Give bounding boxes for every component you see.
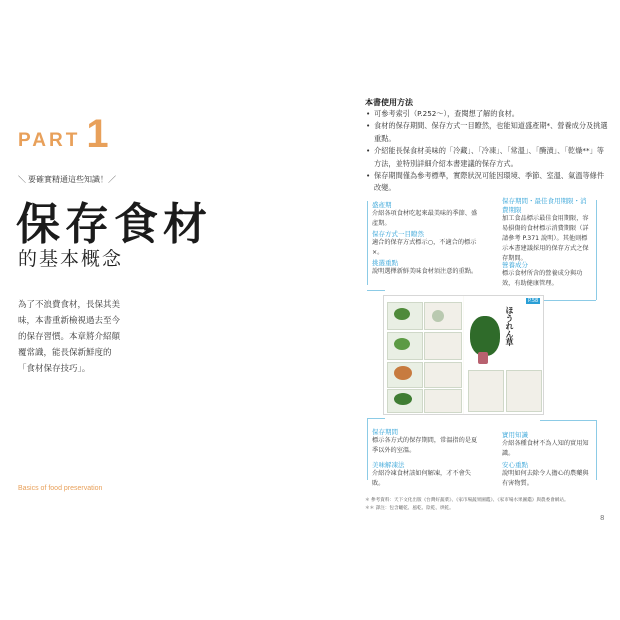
callout-desc: 標示各方式的保存期間，常溫指的是夏季以外的室溫。	[372, 437, 478, 454]
sample-right-page	[464, 296, 543, 414]
callout-label: 安心重點	[502, 461, 528, 469]
tagline-text: 要確實精通這些知識！	[28, 175, 108, 184]
callout-thaw	[372, 460, 482, 489]
footnotes	[365, 497, 569, 513]
callout-label: 營養成分	[502, 261, 528, 269]
intro-line: 「食材保存技巧」。	[18, 364, 91, 374]
howto-bullet: • 可參考索引（P.252～），查閱想了解的食材。	[366, 108, 611, 120]
intro-text	[18, 297, 168, 377]
callout-peak	[372, 200, 482, 229]
intro-line: 味，本書重新檢視過去至今	[18, 316, 121, 326]
callout-select	[372, 258, 482, 277]
callout-safety	[502, 460, 592, 489]
sample-left-page	[384, 296, 463, 414]
callout-label: 保存期間	[372, 428, 398, 436]
callout-desc: 說明選擇新鮮美味食材須注意的重點。	[372, 268, 478, 275]
callout-desc: 介紹冷凍食材該如何解凍，才不會失敗。	[372, 470, 471, 487]
slash-icon: ＼	[18, 175, 26, 184]
sample-badge: P.58	[528, 298, 539, 304]
part-number: 1	[86, 112, 112, 156]
callout-label: 挑選重點	[372, 259, 398, 267]
callout-desc: 說明如何去除令人擔心的農藥與有害物質。	[502, 470, 589, 487]
callout-label: 盛產期	[372, 201, 392, 209]
callout-desc: 加工食品標示最佳食用期限，容易損傷的食材標示消費期限（詳請參考 P.371 說明）。其他則標示本書建議採用的保存方式之保存期間。	[502, 215, 589, 262]
page-number: 8	[600, 514, 605, 522]
callout-desc: 標示食材所含的營養成分與功效，有助健康管理。	[502, 270, 583, 287]
english-subtitle: Basics of food preservation	[18, 485, 103, 492]
slash-icon: ／	[108, 175, 116, 184]
callout-label: 美味解凍法	[372, 461, 405, 469]
part-heading	[18, 112, 112, 156]
footnote: ＊＊ 譯注：包含曬乾、風乾、陰乾、烘乾。	[365, 506, 454, 511]
callout-label: 保存方式一目瞭然	[372, 230, 424, 238]
callout-period	[372, 427, 482, 456]
callout-desc: 適合的保存方式標示○，不適合的標示 ×。	[372, 239, 477, 256]
callout-desc: 介紹各項食材吃起來最美味的季節、盛產期。	[372, 210, 478, 227]
intro-line: 的保存習慣。本章將介紹顛	[18, 332, 121, 342]
chapter-subtitle: 的基本概念	[18, 248, 124, 270]
howto-bullet: • 食材的保存期間、保存方式一目瞭然，也能知道盛產期*、營養成分及挑選重點。	[366, 120, 611, 145]
tagline	[18, 174, 118, 185]
callout-method	[372, 229, 482, 258]
chapter-title: 保存食材	[16, 199, 212, 250]
howto-list	[366, 108, 611, 195]
callout-knowledge	[502, 430, 592, 459]
sample-page-spread	[383, 295, 544, 415]
callout-desc: 介紹各種食材不為人知的實用知識。	[502, 440, 589, 457]
howto-heading: 本書使用方法	[365, 98, 413, 107]
footnote: ＊ 參考資料：天下文化出版《台灣好蔬菜》、《家市場蔬果圖鑑》、《家市場水果圖鑑》與農委會網站。	[365, 498, 569, 503]
intro-line: 為了不浪費食材，長保其美	[18, 300, 121, 310]
part-word: PART	[18, 130, 81, 151]
howto-bullet: • 介紹能長保食材美味的「冷藏」、「冷凍」、「常溫」、「醃漬」、「乾燥**」等方法，並特別詳細介紹本書建議的保存方式。	[366, 145, 611, 170]
sample-veg-name: ほうれん草	[505, 306, 514, 346]
callout-nutrition	[502, 260, 590, 289]
callout-shelf-life	[502, 196, 590, 264]
callout-label: 保存期間・最佳食用期限・消費期限	[502, 197, 587, 214]
callout-label: 實用知識	[502, 431, 528, 439]
intro-line: 覆常識，能長保新鮮度的	[18, 348, 112, 358]
howto-bullet: • 保存期間僅為參考標準，實際狀況可能因環境、季節、室溫、氣溫等條件改變。	[366, 170, 611, 195]
